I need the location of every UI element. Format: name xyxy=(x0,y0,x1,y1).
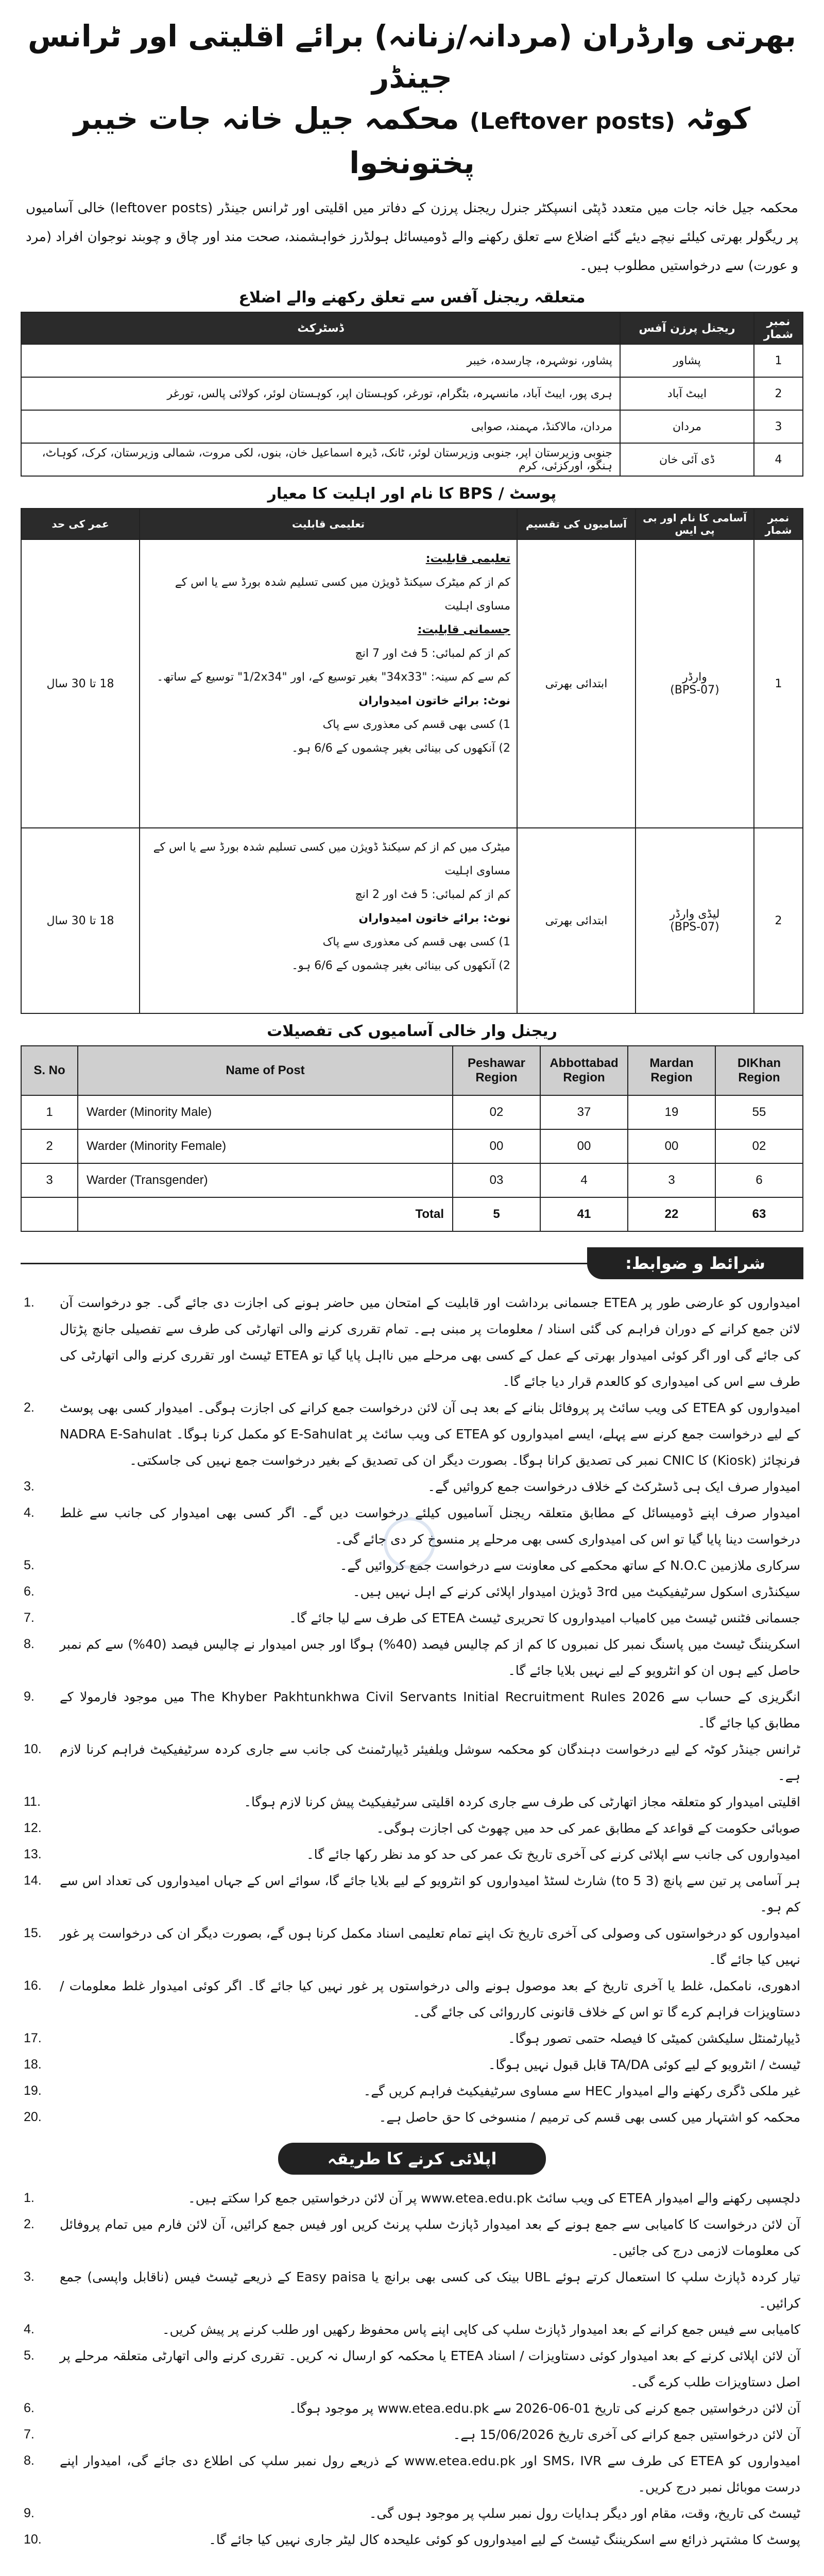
table-row xyxy=(21,1163,803,1197)
post-type: ابتدائی بھرتی xyxy=(517,539,636,828)
list-item-text: محکمہ کو اشتہار میں کسی بھی قسم کی ترمیم / منسوخی کا حق حاصل ہے۔ xyxy=(379,2110,800,2125)
list-item-text: اقلیتی امیدوار کو متعلقہ مجاز اتھارٹی کی طرف سے جاری کردہ اقلیتی سرٹیفیکیٹ پیش کرنا لازم ہوگا۔ xyxy=(244,1794,800,1809)
list-item-text: غیر ملکی ڈگری رکھنے والے امیدوار HEC سے مساوی سرٹیفیکیٹ فراہم کریں گے۔ xyxy=(363,2083,800,2098)
list-item-text: امیدواروں کو ETEA کی طرف سے SMS، IVR اور www.etea.edu.pk کے ذریعے رول نمبر سلپ کی اطلاع دی جائے گی، امیدوار اپنے درست موبائل نمبر درج کریں۔ xyxy=(60,2453,800,2495)
list-item-text: سرکاری ملازمین N.O.C کے ساتھ محکمے کی معاونت سے درخواست جمع کروائیں گے۔ xyxy=(339,1558,800,1573)
list-item-number: 4. xyxy=(24,1505,35,1520)
list-item xyxy=(24,1684,800,1736)
table-row xyxy=(21,410,803,443)
qual-line: کم از کم لمبائی: 5 فٹ اور 7 انچ xyxy=(355,647,510,660)
table-row xyxy=(21,828,803,1013)
vac-cell: 6 xyxy=(715,1163,803,1197)
list-item-text: تیار کردہ ڈپازٹ سلپ کا استعمال کرتے ہوئے UBL بینک کی کسی بھی برانچ یا Easy paisa کے ذریعے ٹیسٹ فیس (ناقابل واپسی) جمع کرائیں۔ xyxy=(60,2269,800,2311)
districts-header-division: ریجنل پرزن آفس xyxy=(620,312,754,344)
qual-line: کم از کم میٹرک سیکنڈ ڈویژن میں کسی تسلیم شدہ بورڈ سے یا اس کے مساوی اہلیت xyxy=(175,576,510,613)
vac-cell: 19 xyxy=(628,1095,715,1129)
district-no: 4 xyxy=(754,443,803,476)
list-item-text: پوسٹ کا مشتہر ذرائع سے اسکریننگ ٹیسٹ کے لیے امیدواروں کو کوئی علیحدہ کال لیٹر جاری نہیں کیا جائے گا۔ xyxy=(209,2532,800,2547)
vac-cell: 00 xyxy=(453,1129,540,1163)
list-item-text: امیدواروں کی جانب سے اپلائی کرنے کی آخری تاریخ تک عمر کی حد کو مد نظر رکھا جائے گا۔ xyxy=(306,1847,800,1862)
district-division: ڈی آئی خان xyxy=(620,443,754,476)
list-item xyxy=(24,1631,800,1684)
list-item xyxy=(24,2421,800,2448)
vac-cell: 03 xyxy=(453,1163,540,1197)
list-item-text: امیدوار صرف اپنے ڈومیسائل کے مطابق متعلقہ ریجنل آسامیوں کیلئے درخواست دیں گے۔ اگر کسی بھی امیدوار کی جانب سے غلط درخواست دینا پایا گیا تو اس کی امیدواری کسی بھی مرحلے پر منسوخ کر دی جائے گی۔ xyxy=(60,1505,800,1547)
vac-cell: 3 xyxy=(628,1163,715,1197)
list-item-number: 11. xyxy=(24,1794,41,1809)
vac-cell: 37 xyxy=(540,1095,628,1129)
list-item-text: دلچسپی رکھنے والے امیدوار ETEA کی ویب سائٹ www.etea.edu.pk پر آن لائن درخواستیں جمع کرا سکتے ہیں۔ xyxy=(188,2191,800,2206)
list-item-text: ادھوری، نامکمل، غلط یا آخری تاریخ کے بعد موصول ہونے والی درخواستوں پر غور نہیں کیا جائے گا۔ اگر کوئی امیدوار غلط معلومات / دستاویزات فراہم کرے گا تو اس کے خلاف قانونی کارروائی کی جائے گی۔ xyxy=(60,1978,800,2020)
posts-header-name: آسامی کا نام اور بی پی ایس xyxy=(636,509,754,539)
district-no: 3 xyxy=(754,410,803,443)
district-no: 2 xyxy=(754,377,803,410)
table-row-total xyxy=(21,1197,803,1231)
list-item xyxy=(24,2185,800,2211)
list-item-number: 8. xyxy=(24,1637,35,1651)
list-item xyxy=(24,1473,800,1500)
list-item-text: ڈیپارٹمنٹل سلیکشن کمیٹی کا فیصلہ حتمی تصور ہوگا۔ xyxy=(508,2031,800,2046)
headline-department: محکمہ جیل خانہ جات خیبر پختونخوا xyxy=(73,101,475,180)
list-item-number: 9. xyxy=(24,2506,35,2520)
vac-header: Abbottabad Region xyxy=(540,1046,628,1095)
list-item xyxy=(24,2078,800,2104)
list-item-number: 16. xyxy=(24,1978,42,1993)
method-title: اپلائی کرنے کا طریقہ xyxy=(278,2143,546,2175)
list-item-text: صوبائی حکومت کے قواعد کے مطابق عمر کی حد میں چھوٹ کی اجازت ہوگی۔ xyxy=(376,1821,800,1836)
list-item xyxy=(24,1868,800,1920)
list-item-text: آن لائن اپلائی کرنے کے بعد امیدوار کوئی دستاویزات / اسناد ETEA یا محکمہ کو ارسال نہ کریں۔ تقرری کرنے والی اتھارٹی متعلقہ مرحلے پر اصل دستاویزات طلب کرے گی۔ xyxy=(60,2348,800,2389)
posts-header-age: عمر کی حد xyxy=(21,509,140,539)
list-item xyxy=(24,1841,800,1868)
district-list: پشاور، نوشہرہ، چارسدہ، خیبر xyxy=(21,344,620,377)
post-qualification xyxy=(140,828,517,1013)
list-item-text: امیدواروں کو درخواستوں کی وصولی کی آخری تاریخ تک اپنے تمام تعلیمی اسناد مکمل کرنا ہوں گے، بصورت دیگر ان کی درخواست پر غور نہیں کیا جائے گا۔ xyxy=(60,1926,800,1967)
list-item-number: 13. xyxy=(24,1847,42,1861)
posts-header-qualification: تعلیمی قابلیت xyxy=(140,509,517,539)
post-no: 1 xyxy=(754,539,803,828)
conditions-title: شرائط و ضوابط: xyxy=(587,1247,803,1279)
post-qualification xyxy=(140,539,517,828)
conditions-banner xyxy=(21,1247,803,1279)
headline-leftover: (Leftover posts) xyxy=(469,108,676,134)
list-item-number: 4. xyxy=(24,2322,35,2336)
list-item-number: 15. xyxy=(24,1926,42,1940)
vac-header: S. No xyxy=(21,1046,78,1095)
list-item-number: 6. xyxy=(24,2401,35,2415)
list-item-number: 20. xyxy=(24,2110,42,2124)
posts-table xyxy=(21,508,803,1014)
vac-cell: Warder (Minority Male) xyxy=(78,1095,453,1129)
list-item xyxy=(24,2448,800,2500)
qual-line: 1) کسی بھی قسم کی معذوری سے پاک xyxy=(322,718,510,731)
districts-table xyxy=(21,312,803,477)
list-item xyxy=(24,2316,800,2343)
qual-line: نوٹ: برائے خاتون امیدواران xyxy=(358,912,510,925)
list-item-text: ہر آسامی پر تین سے پانچ (3 to 5) شارٹ لسٹڈ امیدواروں کو انٹرویو کے لیے بلایا جائے گا، سوائے اس کے جہاں امیدواروں کی تعداد اس سے کم ہو۔ xyxy=(60,1873,800,1914)
vac-total: 22 xyxy=(628,1197,715,1231)
list-item-number: 1. xyxy=(24,1295,35,1310)
post-no: 2 xyxy=(754,828,803,1013)
list-item-number: 9. xyxy=(24,1689,35,1704)
districts-header-no: نمبر شمار xyxy=(754,312,803,344)
conditions-list xyxy=(24,1290,800,2130)
list-item-number: 5. xyxy=(24,2348,35,2363)
intro-paragraph: محکمہ جیل خانہ جات میں متعدد ڈپٹی انسپکٹر جنرل ریجنل پرزن کے دفاتر میں اقلیتی اور ٹرانس جینڈر (leftover posts) خالی آسامیوں پر ریگولر بھرتی کیلئے نیچے دیئے گئے اضلاع سے تعلق رکھنے والے ڈومیسائل ہولڈرز خواہشمند، صحت مند اور چاق و چوبند نوجوان افراد (مرد و عورت) سے درخواستیں مطلوب ہیں۔ xyxy=(26,200,798,274)
districts-header-districts: ڈسٹرکٹ xyxy=(21,312,620,344)
qual-line: میٹرک میں کم از کم سیکنڈ ڈویژن میں کسی تسلیم شدہ بورڈ سے یا اس کے مساوی اہلیت xyxy=(153,841,510,877)
list-item-number: 6. xyxy=(24,1584,35,1599)
list-item-number: 1. xyxy=(24,2191,35,2205)
vac-header: Peshawar Region xyxy=(453,1046,540,1095)
qual-line: 2) آنکھوں کی بینائی بغیر چشموں کے 6/6 ہو۔ xyxy=(291,959,510,972)
list-item xyxy=(24,1920,800,1973)
table-row xyxy=(21,1129,803,1163)
list-item-text: انگریزی کے حساب سے The Khyber Pakhtunkhwa Civil Servants Initial Recruitment Rules 2026 میں موجود فارمولا کے مطابق کیا جائے گا۔ xyxy=(60,1689,800,1731)
vac-cell: 3 xyxy=(21,1163,78,1197)
vac-total: 5 xyxy=(453,1197,540,1231)
vacancies-table xyxy=(21,1045,803,1232)
list-item-number: 18. xyxy=(24,2057,42,2072)
district-list: ہری پور، ایبٹ آباد، مانسہرہ، بٹگرام، تورغر، کوہستان اپر، کوہستان لوئر، کولائی پالس، تورغر xyxy=(21,377,620,410)
list-item-number: 14. xyxy=(24,1873,42,1888)
list-item-number: 2. xyxy=(24,2217,35,2231)
vac-cell: 00 xyxy=(540,1129,628,1163)
qual-line: جسمانی قابلیت: xyxy=(417,623,510,636)
table-row xyxy=(21,539,803,828)
list-item xyxy=(24,1579,800,1605)
list-item-number: 17. xyxy=(24,2031,42,2045)
district-division: مردان xyxy=(620,410,754,443)
district-list: مردان، مالاکنڈ، مہمند، صوابی xyxy=(21,410,620,443)
vac-header: Name of Post xyxy=(78,1046,453,1095)
list-item-text: سیکنڈری اسکول سرٹیفیکیٹ میں 3rd ڈویژن امیدوار اپلائی کرنے کے اہل نہیں ہیں۔ xyxy=(352,1584,800,1599)
vac-cell: 1 xyxy=(21,1095,78,1129)
vacancies-title: ریجنل وار خالی آسامیوں کی تفصیلات xyxy=(267,1022,557,1040)
post-bps: (BPS-07) xyxy=(670,921,719,934)
district-division: ایبٹ آباد xyxy=(620,377,754,410)
table-row xyxy=(21,344,803,377)
vac-cell: Warder (Minority Female) xyxy=(78,1129,453,1163)
list-item-number: 7. xyxy=(24,2427,35,2442)
qual-heading: تعلیمی قابلیت: xyxy=(425,552,510,565)
post-name xyxy=(636,539,754,828)
posts-title: پوسٹ / BPS کا نام اور اہلیت کا معیار xyxy=(267,485,557,503)
list-item xyxy=(24,1290,800,1395)
qual-line: کم سے کم سینہ: "34x33" بغیر توسیع کے، اور "1/2x34" توسیع کے ساتھ۔ xyxy=(157,671,510,684)
vac-cell: 02 xyxy=(715,1129,803,1163)
list-item xyxy=(24,1605,800,1631)
list-item-text: ٹرانس جینڈر کوٹہ کے لیے درخواست دہندگان کو محکمہ سوشل ویلفیئر ڈیپارٹمنٹ کی جانب سے جاری کردہ سرٹیفیکیٹ فراہم کرنا لازم ہے۔ xyxy=(60,1742,800,1783)
headline-line2 xyxy=(21,98,803,183)
list-item-text: ٹیسٹ کی تاریخ، وقت، مقام اور دیگر ہدایات رول نمبر سلپ پر موجود ہوں گی۔ xyxy=(369,2506,800,2521)
qual-line: 1) کسی بھی قسم کی معذوری سے پاک xyxy=(322,936,510,948)
list-item-text: ٹیسٹ / انٹرویو کے لیے کوئی TA/DA قابل قبول نہیں ہوگا۔ xyxy=(488,2057,800,2072)
list-item-number: 8. xyxy=(24,2453,35,2468)
list-item-number: 10. xyxy=(24,2532,42,2547)
vac-cell-empty xyxy=(21,1197,78,1231)
list-item-number: 19. xyxy=(24,2083,42,2098)
vac-total-label: Total xyxy=(78,1197,453,1231)
table-row xyxy=(21,377,803,410)
divider xyxy=(21,1263,587,1264)
post-title: وارڈر xyxy=(682,671,707,684)
list-item xyxy=(24,2395,800,2421)
list-item-text: امیدواروں کو ETEA کی ویب سائٹ پر پروفائل بنانے کے بعد ہی آن لائن درخواست جمع کرانے کی اجازت ہوگی۔ امیدوار کسی بھی پوسٹ کے لیے درخواست جمع کرنے سے پہلے، ایسے امیدواروں کو ETEA کی ویب سائٹ پر E-Sahulat کو مکمل کرنا ہوگا۔ NADRA E-Sahulat فرنچائز (Kiosk) کا CNIC نمبر کی تصدیق کرانا ہوگا۔ بصورت دیگر ان کی تصدیق کے بغیر درخواست جمع نہیں کی جاسکتی۔ xyxy=(60,1400,800,1468)
list-item xyxy=(24,2264,800,2316)
list-item-text: آن لائن درخواست کا کامیابی سے جمع ہونے کے بعد امیدوار ڈپازٹ سلپ پرنٹ کریں اور فیس جمع کرائیں، آن لائن فارم میں تمام پروفائل کی معلومات لازمی درج کی جائیں۔ xyxy=(60,2217,800,2258)
list-item-number: 2. xyxy=(24,1400,35,1415)
watermark-icon xyxy=(384,1517,435,1569)
method-list xyxy=(24,2185,800,2553)
post-type: ابتدائی بھرتی xyxy=(517,828,636,1013)
districts-title: متعلقہ ریجنل آفس سے تعلق رکھنے والے اضلاع xyxy=(238,289,586,307)
list-item xyxy=(24,2025,800,2052)
list-item xyxy=(24,1789,800,1815)
post-bps: (BPS-07) xyxy=(670,684,719,697)
post-age: 18 تا 30 سال xyxy=(21,828,140,1013)
headline-line1: بھرتی وارڈران (مردانہ/زنانہ) برائے اقلیتی اور ٹرانس جینڈر xyxy=(28,19,796,95)
post-name xyxy=(636,828,754,1013)
vac-header: Mardan Region xyxy=(628,1046,715,1095)
list-item-number: 7. xyxy=(24,1611,35,1625)
district-no: 1 xyxy=(754,344,803,377)
qual-line: نوٹ: برائے خاتون امیدواران xyxy=(358,694,510,707)
list-item xyxy=(24,1973,800,2025)
list-item-text: امیدواروں کو عارضی طور پر ETEA جسمانی برداشت اور قابلیت کے امتحان میں حاضر ہونے کی اجازت دی جائے گی۔ جو درخواست آن لائن جمع کرانے کے دوران فراہم کی گئی اسناد / معلومات پر مبنی ہے۔ تمام تقرری کرنے والی اتھارٹی کی طرف سے تفصیلی جانچ پڑتال کی جائے گی اور اگر کوئی امیدوار بھرتی کے عمل کے کسی بھی مرحلے میں نااہل پایا گیا تو ETEA ٹیسٹ اور تقرری کرنے والی اتھارٹی کی طرف سے اس کی امیدواری کو کالعدم قرار دیا جائے گا۔ xyxy=(60,1295,801,1389)
list-item-number: 10. xyxy=(24,1742,42,1756)
list-item xyxy=(24,2104,800,2130)
list-item xyxy=(24,1395,800,1473)
vac-total: 41 xyxy=(540,1197,628,1231)
list-item xyxy=(24,2500,800,2527)
post-age: 18 تا 30 سال xyxy=(21,539,140,828)
headline xyxy=(21,15,803,183)
list-item-number: 3. xyxy=(24,2269,35,2284)
vac-total: 63 xyxy=(715,1197,803,1231)
table-row xyxy=(21,443,803,476)
list-item xyxy=(24,2211,800,2264)
list-item-number: 12. xyxy=(24,1821,42,1835)
list-item xyxy=(24,2527,800,2553)
vac-cell: 00 xyxy=(628,1129,715,1163)
list-item-text: جسمانی فٹنس ٹیسٹ میں کامیاب امیدواروں کا تحریری ٹیسٹ ETEA کی طرف سے لیا جائے گا۔ xyxy=(289,1611,800,1625)
posts-header-no: نمبر شمار xyxy=(754,509,803,539)
headline-quota: کوٹہ xyxy=(685,101,751,136)
list-item xyxy=(24,2343,800,2395)
vac-cell: 02 xyxy=(453,1095,540,1129)
list-item-text: اسکریننگ ٹیسٹ میں پاسنگ نمبر کل نمبروں کا کم از کم چالیس فیصد (40%) ہوگا اور جس امیدوار نے چالیس فیصد (40%) سے کم نمبر حاصل کیے ہوں ان کو انٹرویو کے لیے نہیں بلایا جائے گا۔ xyxy=(60,1637,800,1678)
list-item-text: آن لائن درخواستیں جمع کرنے کی تاریخ 01-06-2026 سے www.etea.edu.pk پر موجود ہوگا۔ xyxy=(289,2401,800,2416)
list-item-number: 3. xyxy=(24,1479,35,1494)
posts-header-type: آسامیوں کی تقسیم xyxy=(517,509,636,539)
list-item xyxy=(24,1815,800,1841)
qual-line: کم از کم لمبائی: 5 فٹ اور 2 انچ xyxy=(355,888,510,901)
post-title: لیڈی وارڈر xyxy=(670,908,720,921)
list-item-text: آن لائن درخواستیں جمع کرانے کی آخری تاریخ 15/06/2026 ہے۔ xyxy=(453,2427,800,2442)
district-division: پشاور xyxy=(620,344,754,377)
list-item xyxy=(24,2052,800,2078)
vac-cell: Warder (Transgender) xyxy=(78,1163,453,1197)
qual-line: 2) آنکھوں کی بینائی بغیر چشموں کے 6/6 ہو۔ xyxy=(291,742,510,755)
district-list: جنوبی وزیرستان اپر، جنوبی وزیرستان لوئر، ٹانک، ڈیرہ اسماعیل خان، بنوں، لکی مروت، شمالی وزیرستان، کرک، کوہاٹ، ہنگو، اورکزئی، کرم xyxy=(21,443,620,476)
vac-cell: 4 xyxy=(540,1163,628,1197)
list-item xyxy=(24,1736,800,1789)
list-item-text: کامیابی سے فیس جمع کرانے کے بعد امیدوار ڈپازٹ سلپ کی کاپی اپنے پاس محفوظ رکھیں اور طلب کرنے پر پیش کریں۔ xyxy=(162,2322,800,2337)
vac-cell: 55 xyxy=(715,1095,803,1129)
list-item-number: 5. xyxy=(24,1558,35,1572)
list-item-text: امیدوار صرف ایک ہی ڈسٹرکٹ کے خلاف درخواست جمع کروائیں گے۔ xyxy=(427,1479,800,1494)
vac-cell: 2 xyxy=(21,1129,78,1163)
vac-header: DIKhan Region xyxy=(715,1046,803,1095)
table-row xyxy=(21,1095,803,1129)
